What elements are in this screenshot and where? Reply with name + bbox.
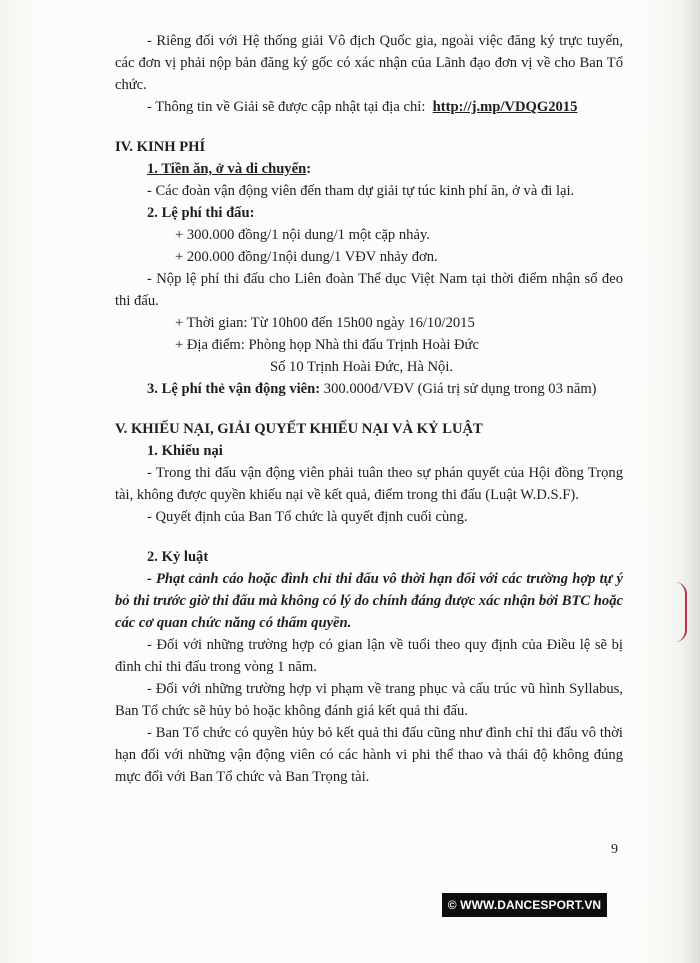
registration-note: - Riêng đối với Hệ thống giải Vô địch Quốc gia, ngoài việc đăng ký trực tuyến, các đơn vị phải nộp bản đăng ký gốc có xác nhận của Lãnh đạo đơn vị về cho Ban Tổ chức. (115, 33, 623, 93)
fee-solo: + 200.000 đồng/1nội dung/1 VĐV nhảy đơn. (175, 249, 438, 265)
discipline-rule-4: - Ban Tổ chức có quyền hủy bỏ kết quả thi đấu cũng như đình chỉ thi đấu vô thời hạn đối với những vận động viên có các hành vi phi thể thao và thái độ không đúng mực đối với Ban Tổ chức và Ban Trọng tài. (115, 725, 623, 785)
payment-venue: + Địa điểm: Phòng họp Nhà thi đấu Trịnh Hoài Đức (175, 337, 479, 353)
discipline-rule-3: - Đối với những trường hợp vi phạm về trang phục và cấu trúc vũ hình Syllabus, Ban Tổ chức sẽ hủy bỏ hoặc không đánh giá kết quả thi đấu. (115, 681, 623, 719)
section-iv-sub2: 2. Lệ phí thi đấu: (147, 205, 255, 221)
section-v-sub2: 2. Kỷ luật (147, 549, 209, 565)
athlete-card-fee-label: 3. Lệ phí thẻ vận động viên: (147, 381, 321, 397)
payment-time: + Thời gian: Từ 10h00 đến 15h00 ngày 16/10/2015 (175, 315, 475, 331)
payment-venue-address: Số 10 Trịnh Hoài Đức, Hà Nội. (270, 359, 454, 375)
document-body (115, 30, 623, 788)
info-address-text: - Thông tin về Giải sẽ được cập nhật tại địa chỉ: (147, 99, 426, 115)
section-iv-sub1 (115, 158, 623, 180)
watermark-badge: © WWW.DANCESPORT.VN (442, 893, 607, 917)
section-iv-sub1-label: 1. Tiền ăn, ở và di chuyển (147, 161, 307, 177)
payment-note: - Nộp lệ phí thi đấu cho Liên đoàn Thể dục Việt Nam tại thời điểm nhận số đeo thi đấu. (115, 271, 623, 309)
section-iv-sub3 (115, 378, 623, 400)
margin-pen-mark (675, 582, 687, 642)
final-decision: - Quyết định của Ban Tổ chức là quyết định cuối cùng. (147, 509, 468, 525)
section-iv-sub1-colon: : (306, 161, 312, 177)
athlete-card-fee-value: 300.000đ/VĐV (Giá trị sử dụng trong 03 năm) (320, 381, 597, 397)
scan-shadow (682, 0, 700, 963)
section-v-sub1: 1. Khiếu nại (147, 443, 223, 459)
info-link[interactable]: http://j.mp/VDQG2015 (432, 99, 578, 115)
section-v-title: V. KHIẾU NẠI, GIẢI QUYẾT KHIẾU NẠI VÀ KỶ LUẬT (115, 421, 483, 437)
info-address-line (115, 96, 623, 118)
travel-cost-text: - Các đoàn vận động viên đến tham dự giải tự túc kinh phí ăn, ở và đi lại. (147, 183, 575, 199)
fee-couple: + 300.000 đồng/1 nội dung/1 một cặp nhảy. (175, 227, 430, 243)
discipline-rule-1: - Phạt cảnh cáo hoặc đình chỉ thi đấu vô thời hạn đối với các trường hợp tự ý bỏ thi trước giờ thi đấu mà không có lý do chính đáng được xác nhận bởi BTC hoặc các cơ quan chức năng có thẩm quyền. (115, 571, 623, 631)
page-number: 9 (611, 842, 618, 857)
discipline-rule-2: - Đối với những trường hợp có gian lận về tuổi theo quy định của Điều lệ sẽ bị đình chỉ thi đấu trong vòng 1 năm. (115, 637, 623, 675)
complaint-rule: - Trong thi đấu vận động viên phải tuân theo sự phán quyết của Hội đồng Trọng tài, không được quyền khiếu nại về kết quả, điểm trong thi đấu (Luật W.D.S.F). (115, 465, 623, 503)
section-iv-title: IV. KINH PHÍ (115, 139, 206, 155)
